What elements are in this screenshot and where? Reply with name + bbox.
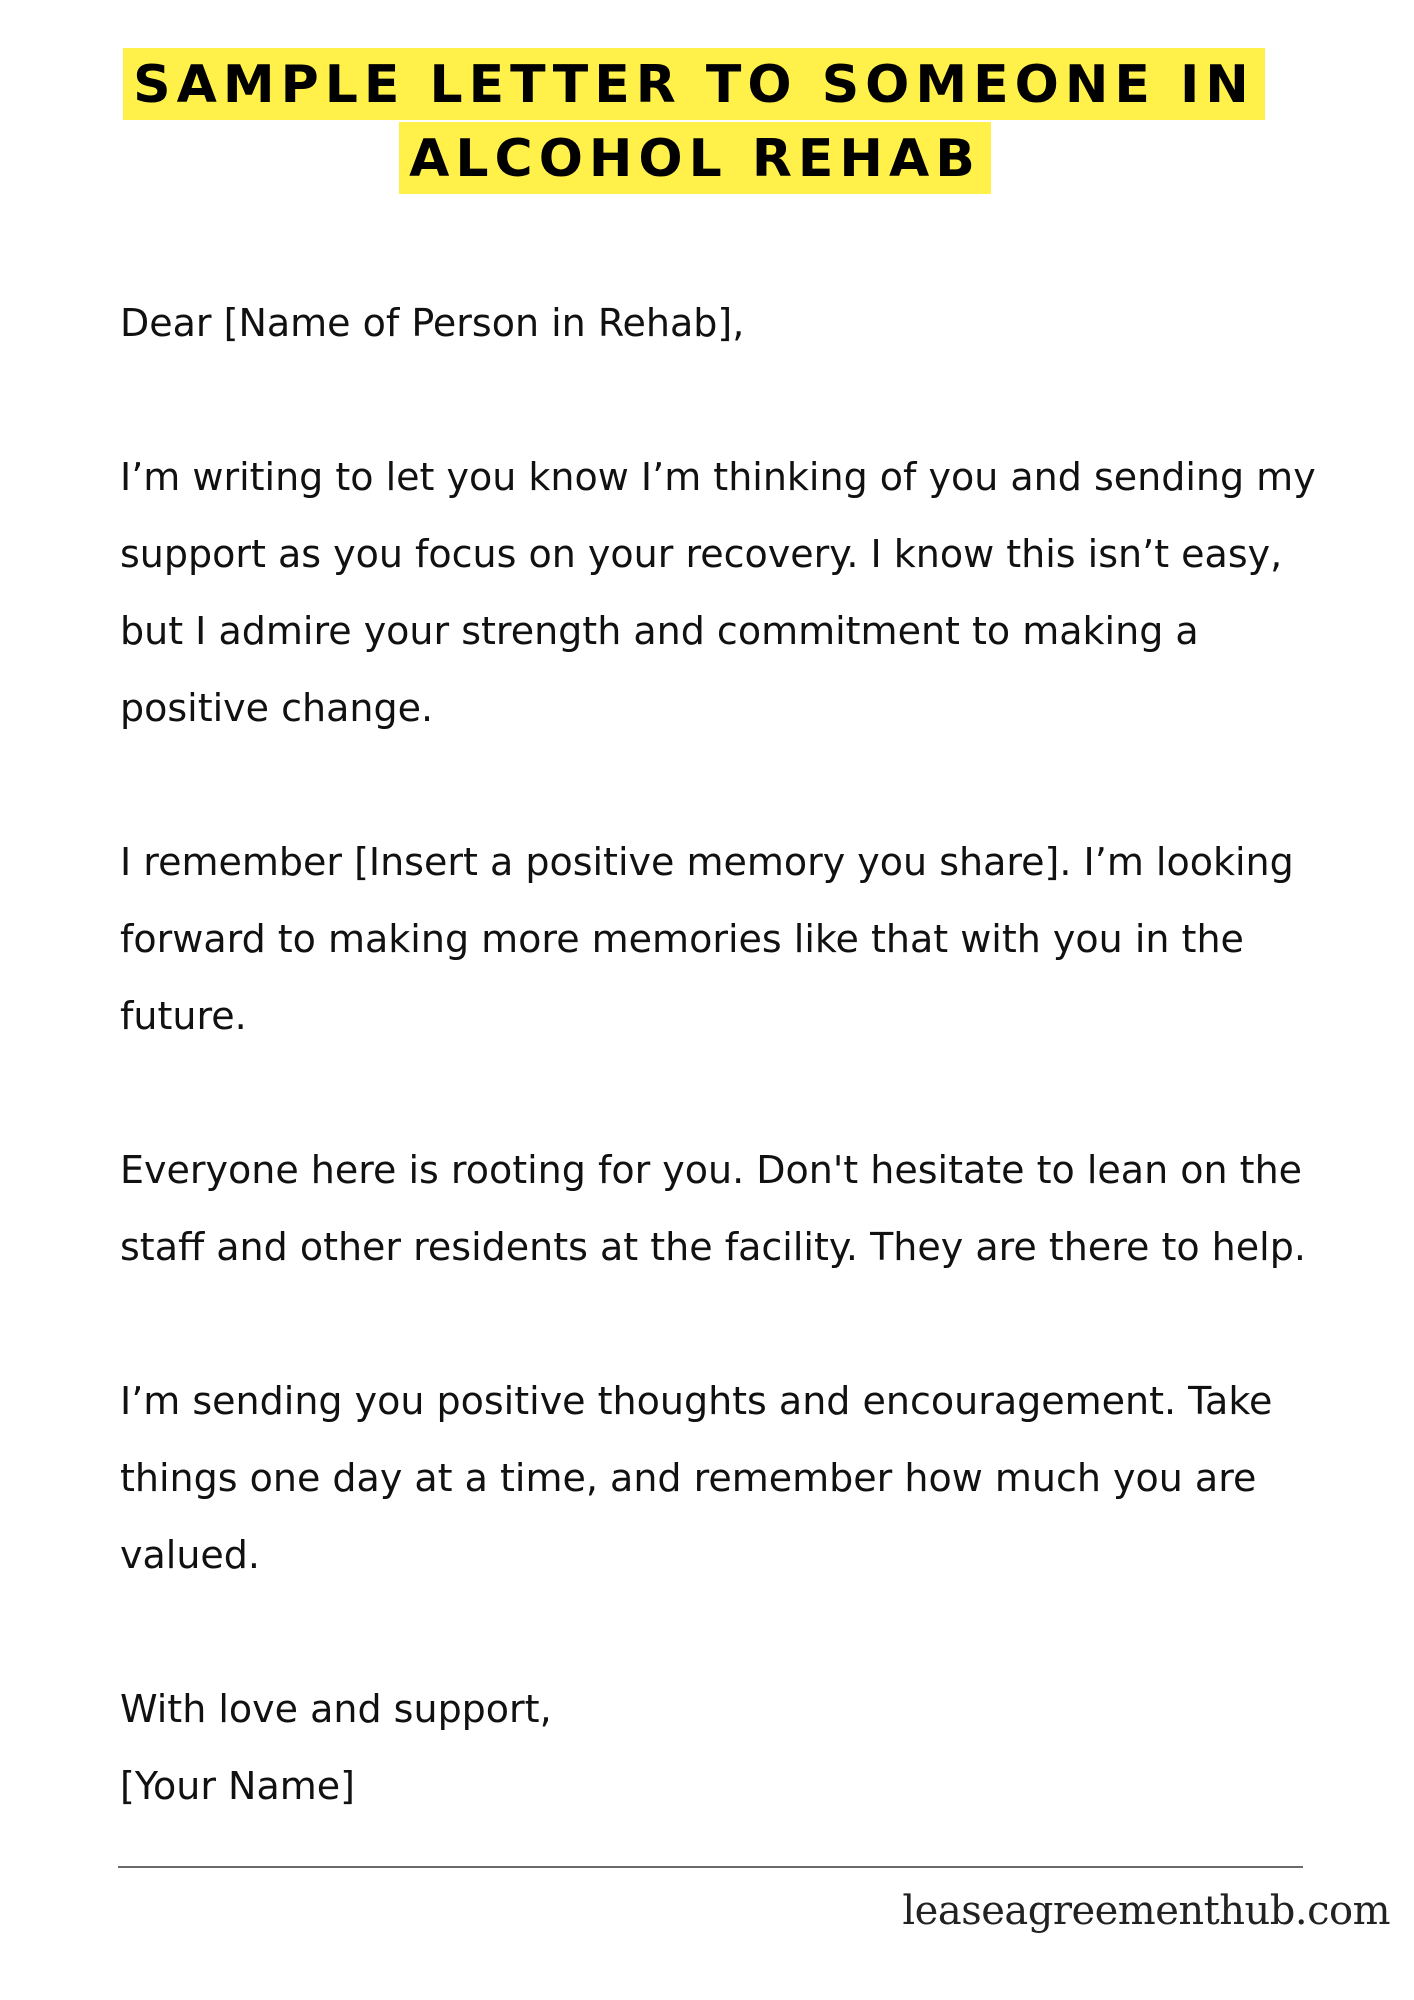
paragraph-4: I’m sending you positive thoughts and encouragement. Take things one day at a time, and remember how much you are valued. xyxy=(120,1379,1273,1577)
title-line-1: SAMPLE LETTER TO SOMEONE IN xyxy=(123,48,1265,120)
paragraph-1: I’m writing to let you know I’m thinking of you and sending my support as you focus on your recovery. I know this isn’t easy, but I admire your strength and commitment to making a positive change. xyxy=(120,455,1316,730)
page-title xyxy=(0,48,1414,194)
closing: With love and support, xyxy=(120,1687,552,1731)
letter-body xyxy=(120,285,1330,1825)
paragraph-3: Everyone here is rooting for you. Don't hesitate to lean on the staff and other residents at the facility. They are there to help. xyxy=(120,1148,1306,1269)
salutation: Dear [Name of Person in Rehab], xyxy=(120,301,745,345)
paragraph-2: I remember [Insert a positive memory you share]. I’m looking forward to making more memories like that with you in the future. xyxy=(120,840,1294,1038)
signature-placeholder: [Your Name] xyxy=(120,1764,355,1808)
title-line-2: ALCOHOL REHAB xyxy=(399,122,991,194)
footer-website: leaseagreementhub.com xyxy=(902,1888,1390,1934)
signature-line xyxy=(118,1866,1303,1868)
